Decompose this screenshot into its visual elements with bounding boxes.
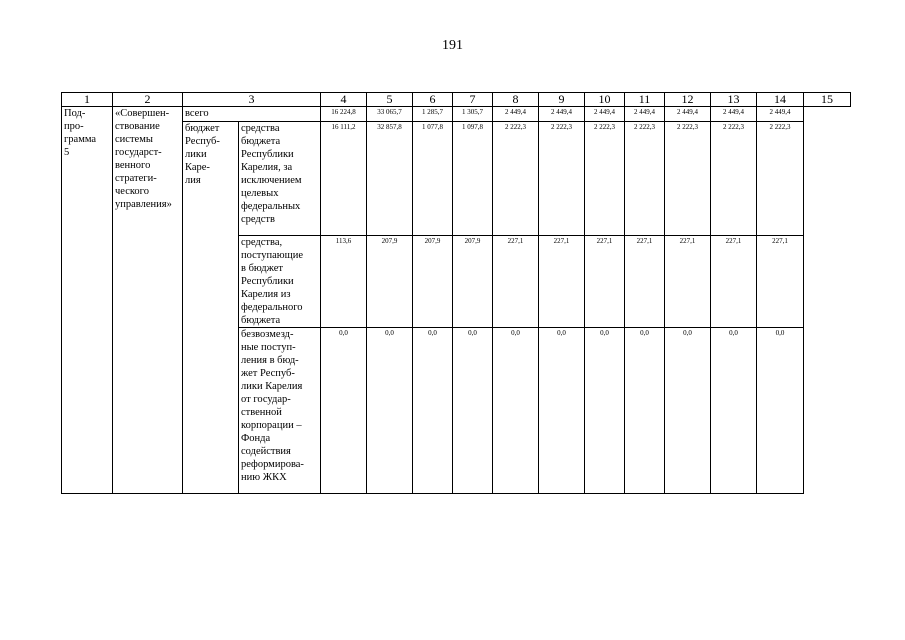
value-cell: 2 222,3: [665, 122, 711, 236]
value-cell: 2 449,4: [757, 107, 804, 122]
value-cell: 0,0: [493, 328, 539, 494]
value-cell: 0,0: [625, 328, 665, 494]
value-cell: 0,0: [757, 328, 804, 494]
value-cell: 2 449,4: [625, 107, 665, 122]
value-cell: 227,1: [585, 236, 625, 328]
value-cell: 2 449,4: [665, 107, 711, 122]
header-cell: 2: [113, 93, 183, 107]
page-number: 191: [442, 38, 463, 53]
value-cell: 207,9: [413, 236, 453, 328]
value-cell: 0,0: [367, 328, 413, 494]
value-cell: 16 111,2: [321, 122, 367, 236]
header-cell: 5: [367, 93, 413, 107]
row-label: средства, поступающие в бюджет Республики Карелия из федерального бюджета: [239, 236, 321, 328]
header-cell: 9: [539, 93, 585, 107]
value-cell: 0,0: [413, 328, 453, 494]
value-cell: 2 222,3: [493, 122, 539, 236]
value-cell: 227,1: [625, 236, 665, 328]
value-cell: 207,9: [367, 236, 413, 328]
value-cell: 32 857,8: [367, 122, 413, 236]
value-cell: 0,0: [321, 328, 367, 494]
value-cell: 0,0: [665, 328, 711, 494]
value-cell: 33 065,7: [367, 107, 413, 122]
header-cell: 7: [453, 93, 493, 107]
value-cell: 2 449,4: [493, 107, 539, 122]
value-cell: 2 222,3: [711, 122, 757, 236]
header-cell: 10: [585, 93, 625, 107]
row-label: средства бюджета Республики Карелия, за исключением целевых федеральных средств: [239, 122, 321, 236]
value-cell: 1 077,8: [413, 122, 453, 236]
value-cell: 2 449,4: [711, 107, 757, 122]
header-cell: 8: [493, 93, 539, 107]
value-cell: 1 285,7: [413, 107, 453, 122]
value-cell: 227,1: [493, 236, 539, 328]
program-code: Под- про- грамма 5: [62, 107, 113, 494]
value-cell: 16 224,8: [321, 107, 367, 122]
header-cell: 13: [711, 93, 757, 107]
value-cell: 1 097,8: [453, 122, 493, 236]
row-label: всего: [183, 107, 321, 122]
value-cell: 2 222,3: [585, 122, 625, 236]
budget-group-label: бюджет Респуб- лики Каре- лия: [183, 122, 239, 494]
value-cell: 1 305,7: [453, 107, 493, 122]
value-cell: 227,1: [711, 236, 757, 328]
header-cell: 4: [321, 93, 367, 107]
value-cell: 2 222,3: [625, 122, 665, 236]
header-row: [62, 93, 851, 107]
value-cell: 2 222,3: [757, 122, 804, 236]
value-cell: 0,0: [711, 328, 757, 494]
value-cell: 0,0: [539, 328, 585, 494]
value-cell: 2 449,4: [539, 107, 585, 122]
header-cell: 1: [62, 93, 113, 107]
header-cell: 14: [757, 93, 804, 107]
value-cell: 207,9: [453, 236, 493, 328]
value-cell: 113,6: [321, 236, 367, 328]
value-cell: 227,1: [665, 236, 711, 328]
program-name: «Совершен- ствование системы государст- венного стратеги- ческого управления»: [113, 107, 183, 494]
row-label: безвозмезд- ные поступ- ления в бюд- жет Респуб- лики Карелия от государ- ственной корпорации – Фонда содействия реформирова- нию ЖКХ: [239, 328, 321, 494]
table-row-total: [62, 107, 851, 122]
header-cell: 3: [183, 93, 321, 107]
budget-table: [61, 92, 851, 494]
value-cell: 227,1: [757, 236, 804, 328]
value-cell: 227,1: [539, 236, 585, 328]
header-cell: 6: [413, 93, 453, 107]
header-cell: 15: [804, 93, 851, 107]
value-cell: 0,0: [453, 328, 493, 494]
header-cell: 11: [625, 93, 665, 107]
header-cell: 12: [665, 93, 711, 107]
value-cell: 0,0: [585, 328, 625, 494]
value-cell: 2 222,3: [539, 122, 585, 236]
value-cell: 2 449,4: [585, 107, 625, 122]
